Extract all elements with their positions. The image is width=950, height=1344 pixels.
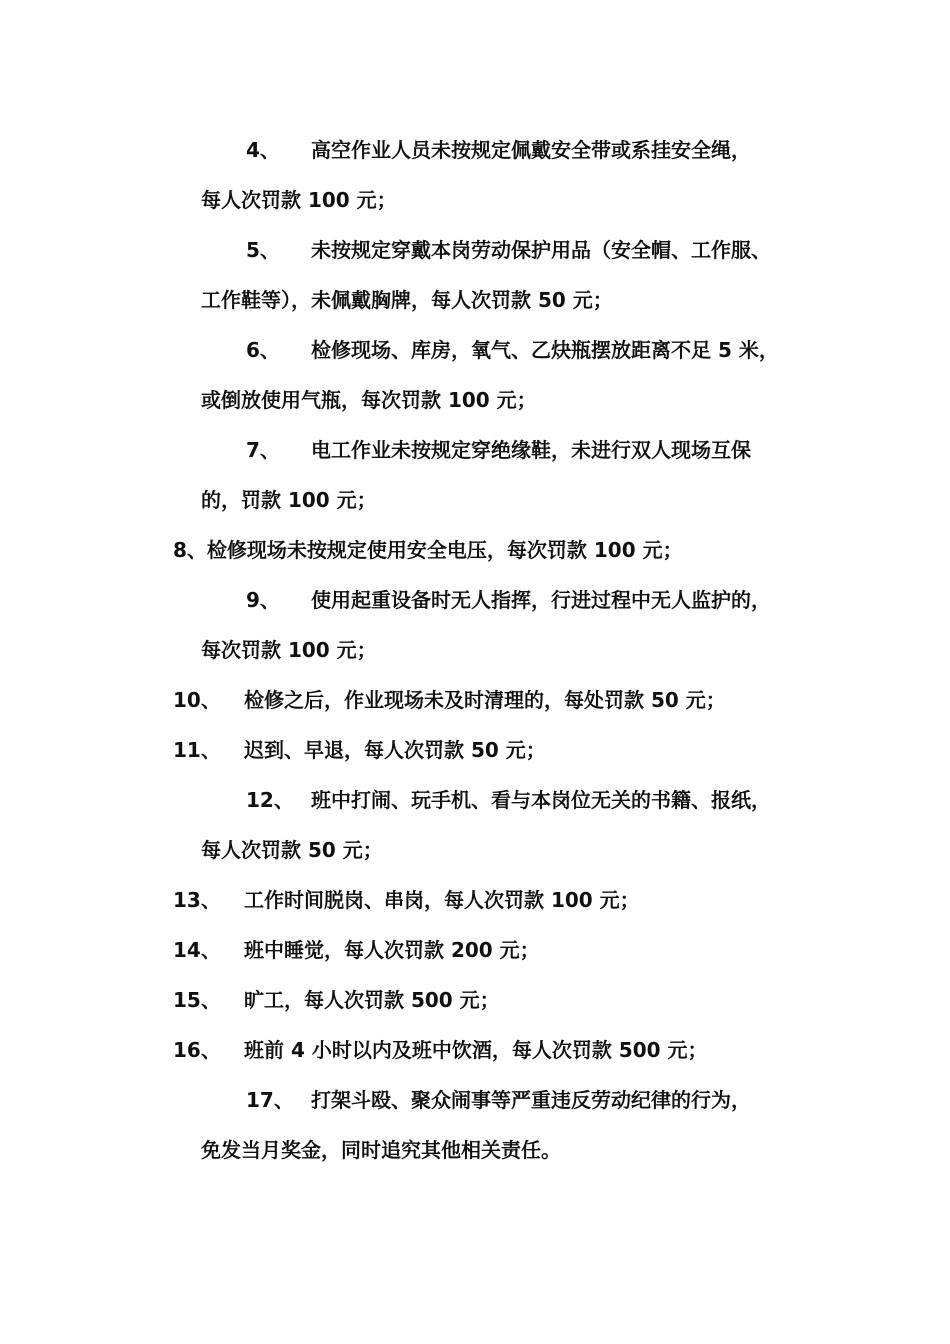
item-10-number: 10、 bbox=[173, 688, 221, 712]
item-16-line bbox=[173, 1040, 708, 1060]
item-6-line-1 bbox=[246, 340, 779, 360]
item-7-line-1 bbox=[246, 440, 751, 460]
item-11-line bbox=[173, 740, 546, 760]
item-17-number: 17、 bbox=[246, 1088, 294, 1112]
item-4-line-2: 每人次罚款 100 元； bbox=[201, 188, 397, 212]
item-12-line-1 bbox=[246, 790, 771, 810]
item-5-text: 未按规定穿戴本岗劳动保护用品（安全帽、工作服、 bbox=[311, 238, 771, 262]
item-9-number: 9、 bbox=[246, 588, 280, 612]
item-10-line bbox=[173, 690, 726, 710]
item-4-line-1 bbox=[246, 140, 751, 160]
item-10-text: 检修之后，作业现场未及时清理的，每处罚款 50 元； bbox=[244, 688, 726, 712]
item-17-line-1 bbox=[246, 1090, 751, 1110]
item-5-number: 5、 bbox=[246, 238, 280, 262]
item-8-line bbox=[173, 540, 683, 560]
item-5-line-1 bbox=[246, 240, 771, 260]
item-7-text: 电工作业未按规定穿绝缘鞋，未进行双人现场互保 bbox=[311, 438, 751, 462]
item-9-line-1 bbox=[246, 590, 771, 610]
item-12-line-2: 每人次罚款 50 元； bbox=[201, 838, 383, 862]
item-13-text: 工作时间脱岗、串岗，每人次罚款 100 元； bbox=[244, 888, 640, 912]
item-8-number: 8、 bbox=[173, 538, 207, 562]
item-8-text: 检修现场未按规定使用安全电压，每次罚款 100 元； bbox=[206, 538, 683, 562]
item-9-line-2: 每次罚款 100 元； bbox=[201, 638, 377, 662]
item-9-text: 使用起重设备时无人指挥，行进过程中无人监护的， bbox=[311, 588, 771, 612]
item-13-line bbox=[173, 890, 640, 910]
item-7-line-2: 的，罚款 100 元； bbox=[201, 488, 377, 512]
item-12-text: 班中打闹、玩手机、看与本岗位无关的书籍、报纸， bbox=[311, 788, 771, 812]
item-6-number: 6、 bbox=[246, 338, 280, 362]
item-11-text: 迟到、早退，每人次罚款 50 元； bbox=[244, 738, 546, 762]
item-13-number: 13、 bbox=[173, 888, 221, 912]
item-15-text: 旷工，每人次罚款 500 元； bbox=[244, 988, 500, 1012]
item-12-number: 12、 bbox=[246, 788, 294, 812]
item-14-text: 班中睡觉，每人次罚款 200 元； bbox=[244, 938, 540, 962]
item-14-number: 14、 bbox=[173, 938, 221, 962]
item-6-text: 检修现场、库房，氧气、乙炔瓶摆放距离不足 5 米， bbox=[311, 338, 779, 362]
item-7-number: 7、 bbox=[246, 438, 280, 462]
item-17-line-2: 免发当月奖金，同时追究其他相关责任。 bbox=[201, 1138, 561, 1162]
item-4-number: 4、 bbox=[246, 138, 280, 162]
item-16-text: 班前 4 小时以内及班中饮酒，每人次罚款 500 元； bbox=[244, 1038, 708, 1062]
item-11-number: 11、 bbox=[173, 738, 221, 762]
item-15-number: 15、 bbox=[173, 988, 221, 1012]
item-14-line bbox=[173, 940, 540, 960]
item-5-line-2: 工作鞋等），未佩戴胸牌，每人次罚款 50 元； bbox=[201, 288, 613, 312]
item-4-text: 高空作业人员未按规定佩戴安全带或系挂安全绳， bbox=[311, 138, 751, 162]
item-16-number: 16、 bbox=[173, 1038, 221, 1062]
item-17-text: 打架斗殴、聚众闹事等严重违反劳动纪律的行为， bbox=[311, 1088, 751, 1112]
item-6-line-2: 或倒放使用气瓶，每次罚款 100 元； bbox=[201, 388, 537, 412]
item-15-line bbox=[173, 990, 500, 1010]
